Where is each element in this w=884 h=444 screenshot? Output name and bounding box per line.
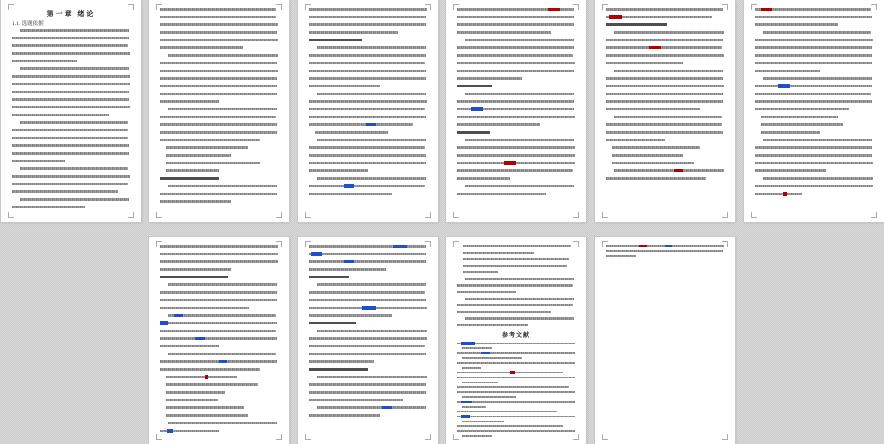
text-line	[309, 62, 425, 65]
text-line	[168, 108, 277, 111]
text-line	[309, 169, 368, 172]
page-1[interactable]	[1, 0, 141, 222]
text-line	[166, 169, 219, 172]
page-4[interactable]	[446, 0, 586, 222]
page-text	[457, 8, 575, 216]
text-line	[755, 146, 872, 149]
text-line	[755, 193, 802, 196]
text-line	[160, 245, 278, 248]
text-line	[309, 70, 426, 73]
text-line	[12, 175, 130, 178]
page-text	[160, 245, 278, 438]
text-line	[755, 154, 872, 157]
text-line	[309, 108, 425, 111]
blue-marked-text	[461, 415, 470, 418]
text-line	[763, 139, 871, 142]
text-line	[457, 343, 575, 345]
text-line	[761, 131, 820, 134]
text-line	[606, 8, 723, 11]
text-line	[309, 146, 425, 149]
text-line	[309, 16, 426, 19]
text-line	[160, 123, 277, 126]
text-line	[166, 414, 249, 417]
text-line	[761, 116, 838, 119]
text-line	[457, 108, 574, 111]
text-line	[166, 399, 218, 402]
blue-marked-text	[362, 306, 376, 310]
text-line	[309, 307, 427, 310]
text-line	[160, 368, 260, 371]
subheading-line	[309, 368, 368, 371]
text-line	[465, 278, 573, 280]
text-line	[160, 299, 277, 302]
text-line	[457, 416, 575, 418]
text-line	[12, 137, 128, 140]
page-9[interactable]	[446, 237, 586, 444]
red-marked-text	[674, 169, 683, 173]
text-line	[465, 93, 574, 96]
text-line	[457, 386, 569, 388]
text-line	[309, 185, 425, 188]
page-8[interactable]	[298, 237, 438, 444]
text-line	[614, 169, 723, 172]
text-line	[309, 245, 426, 248]
page-text	[606, 8, 724, 216]
blue-marked-text	[311, 252, 322, 256]
text-line	[309, 337, 427, 340]
text-line	[168, 353, 276, 356]
text-line	[12, 144, 129, 147]
blue-marked-text	[174, 314, 184, 318]
text-line	[20, 198, 128, 201]
text-line	[606, 46, 722, 49]
blue-marked-text	[461, 342, 475, 345]
text-line	[12, 52, 130, 55]
text-line	[317, 93, 426, 96]
text-line	[315, 131, 388, 134]
subheading-line	[309, 276, 349, 279]
text-line	[309, 268, 386, 271]
text-line	[457, 62, 575, 65]
page-10[interactable]	[595, 237, 735, 444]
red-marked-text	[510, 371, 515, 374]
text-line	[166, 162, 260, 165]
text-line	[160, 70, 278, 73]
text-line	[457, 16, 574, 19]
text-line	[160, 116, 276, 119]
blue-marked-text	[366, 123, 376, 127]
text-line	[166, 383, 258, 386]
blue-marked-text	[481, 352, 490, 355]
text-line	[457, 304, 573, 306]
text-line	[309, 391, 426, 394]
text-line	[317, 376, 426, 379]
text-line	[606, 255, 636, 257]
text-line	[12, 37, 129, 40]
text-line	[606, 39, 723, 42]
blue-marked-text	[665, 245, 672, 247]
text-line	[317, 283, 426, 286]
text-line	[457, 54, 573, 57]
text-line	[606, 250, 723, 252]
text-line	[160, 268, 231, 271]
text-line	[160, 31, 277, 34]
text-line	[457, 324, 528, 326]
text-line	[614, 116, 722, 119]
text-line	[12, 44, 128, 47]
text-line	[309, 399, 403, 402]
text-line	[160, 23, 278, 26]
text-line	[457, 46, 574, 49]
text-line	[160, 345, 219, 348]
text-line	[309, 54, 426, 57]
text-line	[317, 46, 426, 49]
text-line	[457, 100, 574, 103]
text-line	[20, 67, 129, 70]
text-line	[309, 260, 426, 263]
text-line	[462, 367, 481, 369]
blue-marked-text	[344, 184, 354, 188]
page-text	[309, 8, 427, 216]
text-line	[160, 360, 277, 363]
text-line	[309, 116, 426, 119]
text-line	[20, 167, 128, 170]
text-line	[160, 260, 278, 263]
text-line	[462, 357, 522, 359]
text-line	[755, 162, 873, 165]
text-line	[763, 77, 871, 80]
text-line	[160, 307, 249, 310]
subheading-line	[160, 177, 219, 180]
text-line	[755, 185, 873, 188]
blue-marked-text	[344, 260, 353, 264]
text-line	[168, 185, 277, 188]
text-line	[309, 77, 426, 80]
text-line	[462, 421, 504, 423]
text-line	[606, 93, 723, 96]
text-line	[457, 23, 574, 26]
page-6[interactable]	[744, 0, 884, 222]
text-line	[457, 284, 573, 286]
text-line	[755, 23, 838, 26]
text-line	[309, 8, 427, 11]
text-line	[12, 160, 65, 163]
references-heading: 参考文献	[501, 332, 530, 339]
text-line	[457, 377, 575, 379]
text-line	[168, 283, 277, 286]
subheading-line	[309, 322, 356, 325]
blue-marked-text	[382, 406, 392, 410]
subheading-line	[309, 39, 362, 42]
text-line	[606, 131, 723, 134]
text-line	[606, 16, 712, 19]
text-line	[755, 62, 872, 65]
text-line	[462, 406, 487, 408]
red-marked-text	[504, 161, 516, 165]
text-line	[457, 411, 557, 413]
text-line	[168, 314, 276, 317]
page-text	[755, 8, 873, 216]
text-line	[457, 391, 575, 393]
text-line	[457, 77, 522, 80]
text-line	[755, 85, 872, 88]
page-7[interactable]	[149, 237, 289, 444]
text-line	[309, 383, 426, 386]
text-line	[463, 245, 572, 247]
blue-marked-text	[778, 84, 790, 88]
text-line	[457, 8, 574, 11]
text-line	[160, 430, 219, 433]
text-line	[160, 85, 277, 88]
text-line	[457, 401, 575, 403]
text-line	[457, 123, 540, 126]
text-line	[160, 253, 278, 256]
text-line	[606, 54, 724, 57]
text-line	[457, 430, 575, 432]
text-line	[12, 183, 128, 186]
text-line	[457, 311, 551, 313]
text-line	[462, 396, 516, 398]
text-line	[606, 108, 700, 111]
chapter-title: 第一章 绪论	[46, 10, 96, 18]
text-line	[309, 414, 380, 417]
text-line	[309, 314, 392, 317]
red-marked-text	[205, 375, 208, 379]
text-line	[457, 193, 546, 196]
red-marked-text	[548, 8, 560, 11]
text-line	[12, 83, 130, 86]
text-line	[465, 317, 574, 319]
red-marked-text	[649, 46, 661, 50]
text-line	[317, 330, 427, 333]
text-line	[160, 62, 277, 65]
text-line	[309, 353, 426, 356]
text-line	[465, 185, 574, 188]
text-line	[606, 77, 723, 80]
text-line	[462, 382, 499, 384]
text-line	[457, 31, 551, 34]
text-line	[20, 121, 128, 124]
text-line	[457, 372, 563, 374]
page-text	[12, 8, 130, 216]
text-line	[160, 93, 277, 96]
text-line	[309, 31, 398, 34]
text-line	[606, 85, 724, 88]
page-text	[457, 245, 575, 438]
text-line	[309, 193, 392, 196]
text-line	[465, 39, 573, 42]
text-line	[755, 100, 872, 103]
text-line	[457, 177, 510, 180]
text-line	[755, 46, 872, 49]
text-line	[606, 123, 722, 126]
text-line	[309, 23, 426, 26]
text-line	[755, 54, 872, 57]
text-line	[606, 245, 724, 247]
section-heading: 1.1. 选题依据	[12, 21, 44, 27]
text-line	[309, 85, 380, 88]
text-line	[457, 116, 575, 119]
text-line	[317, 177, 426, 180]
text-line	[457, 425, 563, 427]
text-line	[457, 169, 573, 172]
page-text	[160, 8, 278, 216]
text-line	[309, 162, 426, 165]
text-line	[457, 362, 575, 364]
text-line	[309, 123, 413, 126]
text-line	[160, 291, 277, 294]
text-line	[20, 29, 129, 32]
blue-marked-text	[219, 360, 227, 364]
text-line	[457, 291, 516, 293]
blue-marked-text	[195, 337, 204, 341]
text-line	[12, 91, 129, 94]
text-line	[12, 114, 109, 117]
text-line	[763, 177, 873, 180]
text-line	[309, 253, 426, 256]
subheading-line	[457, 85, 492, 88]
page-text	[309, 245, 427, 438]
text-line	[309, 291, 425, 294]
text-line	[462, 347, 493, 349]
subheading-line	[606, 23, 667, 26]
red-marked-text	[761, 8, 773, 11]
text-line	[160, 322, 277, 325]
text-line	[12, 206, 85, 209]
text-line	[12, 98, 129, 101]
text-line	[160, 193, 277, 196]
text-line	[457, 352, 575, 354]
red-marked-text	[783, 192, 787, 196]
text-line	[612, 146, 701, 149]
text-line	[463, 265, 567, 267]
text-line	[317, 406, 425, 409]
subheading-line	[457, 131, 490, 134]
text-line	[160, 39, 278, 42]
text-line	[160, 16, 276, 19]
text-line	[755, 8, 871, 11]
text-line	[463, 258, 569, 260]
page-2[interactable]	[149, 0, 289, 222]
text-line	[457, 162, 575, 165]
text-line	[755, 169, 826, 172]
text-line	[168, 422, 277, 425]
page-3[interactable]	[298, 0, 438, 222]
text-line	[12, 106, 130, 109]
text-line	[606, 62, 683, 65]
text-line	[166, 146, 249, 149]
text-line	[160, 337, 277, 340]
text-line	[309, 345, 425, 348]
text-line	[317, 139, 425, 142]
text-line	[160, 100, 219, 103]
subheading-line	[160, 276, 228, 279]
text-line	[606, 139, 665, 142]
text-line	[309, 154, 426, 157]
text-line	[160, 139, 260, 142]
text-line	[309, 299, 426, 302]
text-line	[457, 146, 575, 149]
text-line	[761, 123, 844, 126]
text-line	[755, 93, 871, 96]
red-marked-text	[639, 245, 647, 247]
text-line	[166, 391, 225, 394]
text-line	[12, 60, 77, 63]
text-line	[606, 100, 723, 103]
text-line	[168, 54, 278, 57]
text-line	[160, 200, 231, 203]
text-line	[463, 271, 498, 273]
text-line	[309, 360, 374, 363]
text-line	[457, 70, 574, 73]
text-line	[160, 8, 276, 11]
text-line	[612, 154, 683, 157]
page-5[interactable]	[595, 0, 735, 222]
red-marked-text	[609, 15, 622, 19]
text-line	[755, 70, 820, 73]
text-line	[160, 46, 243, 49]
text-line	[12, 152, 129, 155]
page-text	[606, 245, 724, 438]
text-line	[465, 139, 574, 142]
text-line	[612, 162, 695, 165]
blue-marked-text	[160, 321, 168, 325]
text-line	[166, 406, 244, 409]
text-line	[755, 39, 873, 42]
text-line	[606, 177, 706, 180]
text-line	[755, 108, 849, 111]
text-line	[463, 252, 534, 254]
text-line	[309, 100, 427, 103]
text-line	[166, 376, 237, 379]
text-line	[614, 70, 722, 73]
text-line	[166, 154, 231, 157]
text-line	[12, 190, 118, 193]
blue-marked-text	[393, 245, 407, 248]
text-line	[465, 298, 574, 300]
text-line	[457, 154, 575, 157]
text-line	[763, 31, 871, 34]
text-line	[755, 16, 872, 19]
blue-marked-text	[167, 429, 173, 433]
blue-marked-text	[461, 401, 473, 404]
text-line	[12, 75, 130, 78]
text-line	[160, 330, 276, 333]
text-line	[614, 31, 723, 34]
text-line	[12, 129, 128, 132]
blue-marked-text	[471, 107, 483, 111]
text-line	[462, 435, 493, 437]
text-line	[160, 77, 277, 80]
text-line	[160, 131, 277, 134]
